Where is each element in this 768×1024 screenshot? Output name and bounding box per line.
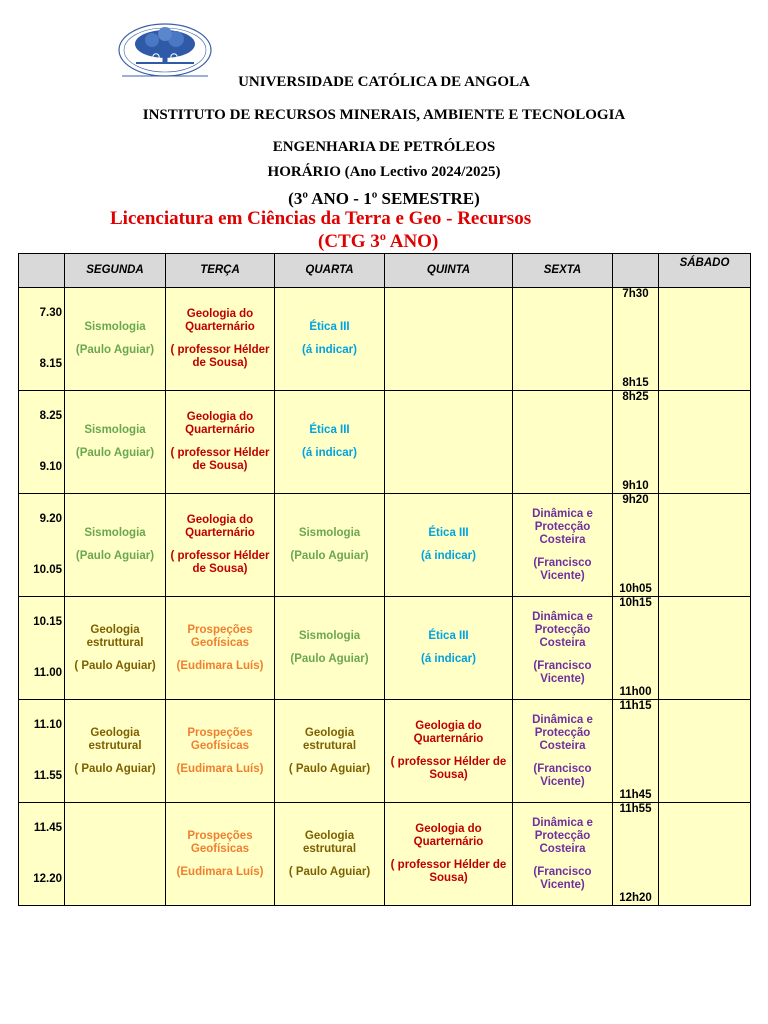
class-cell-terca [166, 288, 275, 391]
class-cell-sabado [659, 391, 751, 494]
time-alt [613, 700, 659, 803]
class-cell-sexta [513, 391, 613, 494]
class-cell-segunda [65, 391, 166, 494]
class-teacher: ( Paulo Aguiar) [74, 762, 156, 775]
header-time [19, 254, 65, 288]
time-alt [613, 597, 659, 700]
class-subject: Geologia do Quarternário [185, 308, 255, 333]
time-start-end [19, 803, 65, 906]
class-cell-quinta [385, 391, 513, 494]
time-alt [613, 803, 659, 906]
class-teacher: ( Paulo Aguiar) [288, 762, 371, 775]
class-cell-sexta [513, 700, 613, 803]
class-cell-quarta [275, 288, 385, 391]
time-alt-start: 10h15 [619, 597, 652, 609]
class-cell-segunda [65, 288, 166, 391]
class-subject: Geologia do Quarternário [413, 823, 484, 848]
class-teacher: (Paulo Aguiar) [75, 447, 155, 459]
class-teacher: (Paulo Aguiar) [290, 653, 369, 665]
time-start: 7.30 [39, 307, 62, 319]
class-cell-quinta [385, 494, 513, 597]
class-teacher: (á indicar) [421, 653, 476, 665]
class-cell-quarta [275, 700, 385, 803]
class-subject: Dinâmica e Protecção Costeira [532, 507, 593, 546]
class-teacher: ( professor Hélder de Sousa) [390, 756, 507, 781]
university-name: UNIVERSIDADE CATÓLICA DE ANGOLA [238, 74, 530, 90]
class-teacher: (Paulo Aguiar) [290, 550, 369, 562]
class-teacher: (á indicar) [302, 344, 357, 356]
university-logo [116, 22, 214, 80]
class-cell-quinta [385, 803, 513, 906]
time-start-end [19, 700, 65, 803]
class-cell-segunda [65, 803, 166, 906]
class-subject: Geologia do Quarternário [413, 720, 484, 745]
class-teacher: (Francisco Vicente) [533, 762, 592, 788]
class-subject: Ética III [428, 527, 469, 539]
time-start-end [19, 597, 65, 700]
course-name: ENGENHARIA DE PETRÓLEOS [272, 139, 496, 155]
time-end: 10.05 [33, 564, 62, 576]
class-cell-sexta [513, 494, 613, 597]
class-subject: Geologia estruttural [86, 623, 144, 649]
header-sabado: SÁBADO [659, 254, 751, 288]
class-cell-quinta [385, 288, 513, 391]
class-subject: Sismologia [298, 630, 361, 642]
class-cell-quinta [385, 700, 513, 803]
time-start: 10.15 [33, 616, 62, 628]
class-cell-segunda [65, 700, 166, 803]
class-cell-sexta [513, 597, 613, 700]
table-row [19, 288, 751, 391]
class-subject: Sismologia [84, 321, 146, 333]
time-alt-end: 11h45 [619, 789, 652, 801]
class-subject: Sismologia [298, 527, 361, 539]
time-alt-end: 10h05 [619, 583, 652, 595]
time-start: 11.45 [33, 822, 62, 834]
class-subject: Prospeções Geofísicas [187, 829, 253, 855]
class-cell-quarta [275, 391, 385, 494]
schedule-title: HORÁRIO (Ano Lectivo 2024/2025) [267, 164, 501, 180]
class-teacher: ( Paulo Aguiar) [74, 659, 156, 672]
class-cell-segunda [65, 494, 166, 597]
class-cell-sabado [659, 494, 751, 597]
time-end: 11.00 [33, 667, 62, 679]
time-alt-end: 8h15 [622, 377, 649, 389]
institute-name: INSTITUTO DE RECURSOS MINERAIS, AMBIENTE E TECNOLOGIA [142, 107, 626, 123]
class-teacher: (Francisco Vicente) [533, 865, 592, 891]
time-alt-end: 12h20 [619, 892, 652, 904]
table-row [19, 803, 751, 906]
time-end: 12.20 [33, 873, 62, 885]
class-teacher: (Eudimara Luís) [176, 762, 264, 775]
class-cell-sabado [659, 803, 751, 906]
time-alt [613, 391, 659, 494]
header-quinta: QUINTA [385, 254, 513, 288]
class-cell-terca [166, 700, 275, 803]
class-subject: Prospeções Geofísicas [187, 623, 253, 649]
degree-line-2: (CTG 3º ANO) [318, 231, 439, 252]
time-alt-start: 9h20 [622, 494, 649, 506]
class-subject: Geologia do Quarternário [185, 514, 255, 539]
table-row [19, 391, 751, 494]
class-teacher: ( professor Hélder de Sousa) [170, 447, 270, 472]
class-subject: Geologia estrutural [302, 726, 357, 752]
class-teacher: (Eudimara Luís) [176, 865, 264, 878]
class-subject: Geologia estrutural [88, 726, 142, 752]
class-teacher: (á indicar) [421, 550, 476, 562]
class-subject: Dinâmica e Protecção Costeira [532, 816, 593, 855]
class-cell-terca [166, 494, 275, 597]
class-cell-quarta [275, 803, 385, 906]
class-subject: Dinâmica e Protecção Costeira [532, 610, 593, 649]
header-segunda: SEGUNDA [65, 254, 166, 288]
class-subject: Ética III [309, 321, 350, 333]
time-alt [613, 288, 659, 391]
table-header-row [19, 254, 751, 288]
class-cell-quarta [275, 597, 385, 700]
class-subject: Geologia do Quarternário [185, 411, 255, 436]
time-start-end [19, 288, 65, 391]
time-alt-start: 8h25 [622, 391, 649, 403]
schedule-table [18, 253, 751, 906]
class-cell-sexta [513, 803, 613, 906]
class-teacher: (Paulo Aguiar) [75, 550, 155, 562]
class-teacher: ( Paulo Aguiar) [288, 865, 371, 878]
class-cell-terca [166, 391, 275, 494]
class-teacher: (Francisco Vicente) [533, 556, 592, 582]
time-end: 9.10 [39, 461, 62, 473]
year-semester: (3º ANO - 1º SEMESTRE) [288, 189, 480, 208]
time-alt-start: 11h55 [619, 803, 652, 815]
time-alt [613, 494, 659, 597]
class-teacher: ( professor Hélder de Sousa) [170, 344, 270, 369]
class-teacher: (Francisco Vicente) [533, 659, 592, 685]
header-terca: TERÇA [166, 254, 275, 288]
class-subject: Ética III [428, 630, 469, 642]
time-start: 11.10 [33, 719, 62, 731]
class-cell-sabado [659, 700, 751, 803]
class-cell-quinta [385, 597, 513, 700]
class-teacher: (Eudimara Luís) [176, 659, 264, 672]
class-teacher: ( professor Hélder de Sousa) [390, 859, 507, 884]
time-alt-end: 11h00 [619, 686, 652, 698]
header-quarta: QUARTA [275, 254, 385, 288]
class-subject: Sismologia [84, 527, 146, 539]
class-cell-terca [166, 597, 275, 700]
header-time-alt [613, 254, 659, 288]
time-start: 8.25 [39, 410, 62, 422]
class-subject: Dinâmica e Protecção Costeira [532, 713, 593, 752]
class-teacher: ( professor Hélder de Sousa) [170, 550, 270, 575]
class-subject: Geologia estrutural [302, 829, 357, 855]
time-alt-start: 7h30 [622, 288, 649, 300]
table-row [19, 597, 751, 700]
time-end: 11.55 [33, 770, 62, 782]
degree-line-1: Licenciatura em Ciências da Terra e Geo - Recursos [110, 208, 532, 229]
time-start-end [19, 494, 65, 597]
class-cell-sabado [659, 288, 751, 391]
class-subject: Sismologia [84, 424, 146, 436]
class-teacher: (Paulo Aguiar) [75, 344, 155, 356]
time-alt-end: 9h10 [622, 480, 649, 492]
class-cell-sabado [659, 597, 751, 700]
time-end: 8.15 [39, 358, 62, 370]
time-start: 9.20 [39, 513, 62, 525]
class-subject: Prospeções Geofísicas [187, 726, 253, 752]
class-cell-quarta [275, 494, 385, 597]
class-teacher: (á indicar) [302, 447, 357, 459]
time-alt-start: 11h15 [619, 700, 652, 712]
time-start-end [19, 391, 65, 494]
class-cell-sexta [513, 288, 613, 391]
table-row [19, 700, 751, 803]
class-cell-terca [166, 803, 275, 906]
table-row [19, 494, 751, 597]
class-cell-segunda [65, 597, 166, 700]
class-subject: Ética III [309, 424, 350, 436]
header-sexta: SEXTA [513, 254, 613, 288]
